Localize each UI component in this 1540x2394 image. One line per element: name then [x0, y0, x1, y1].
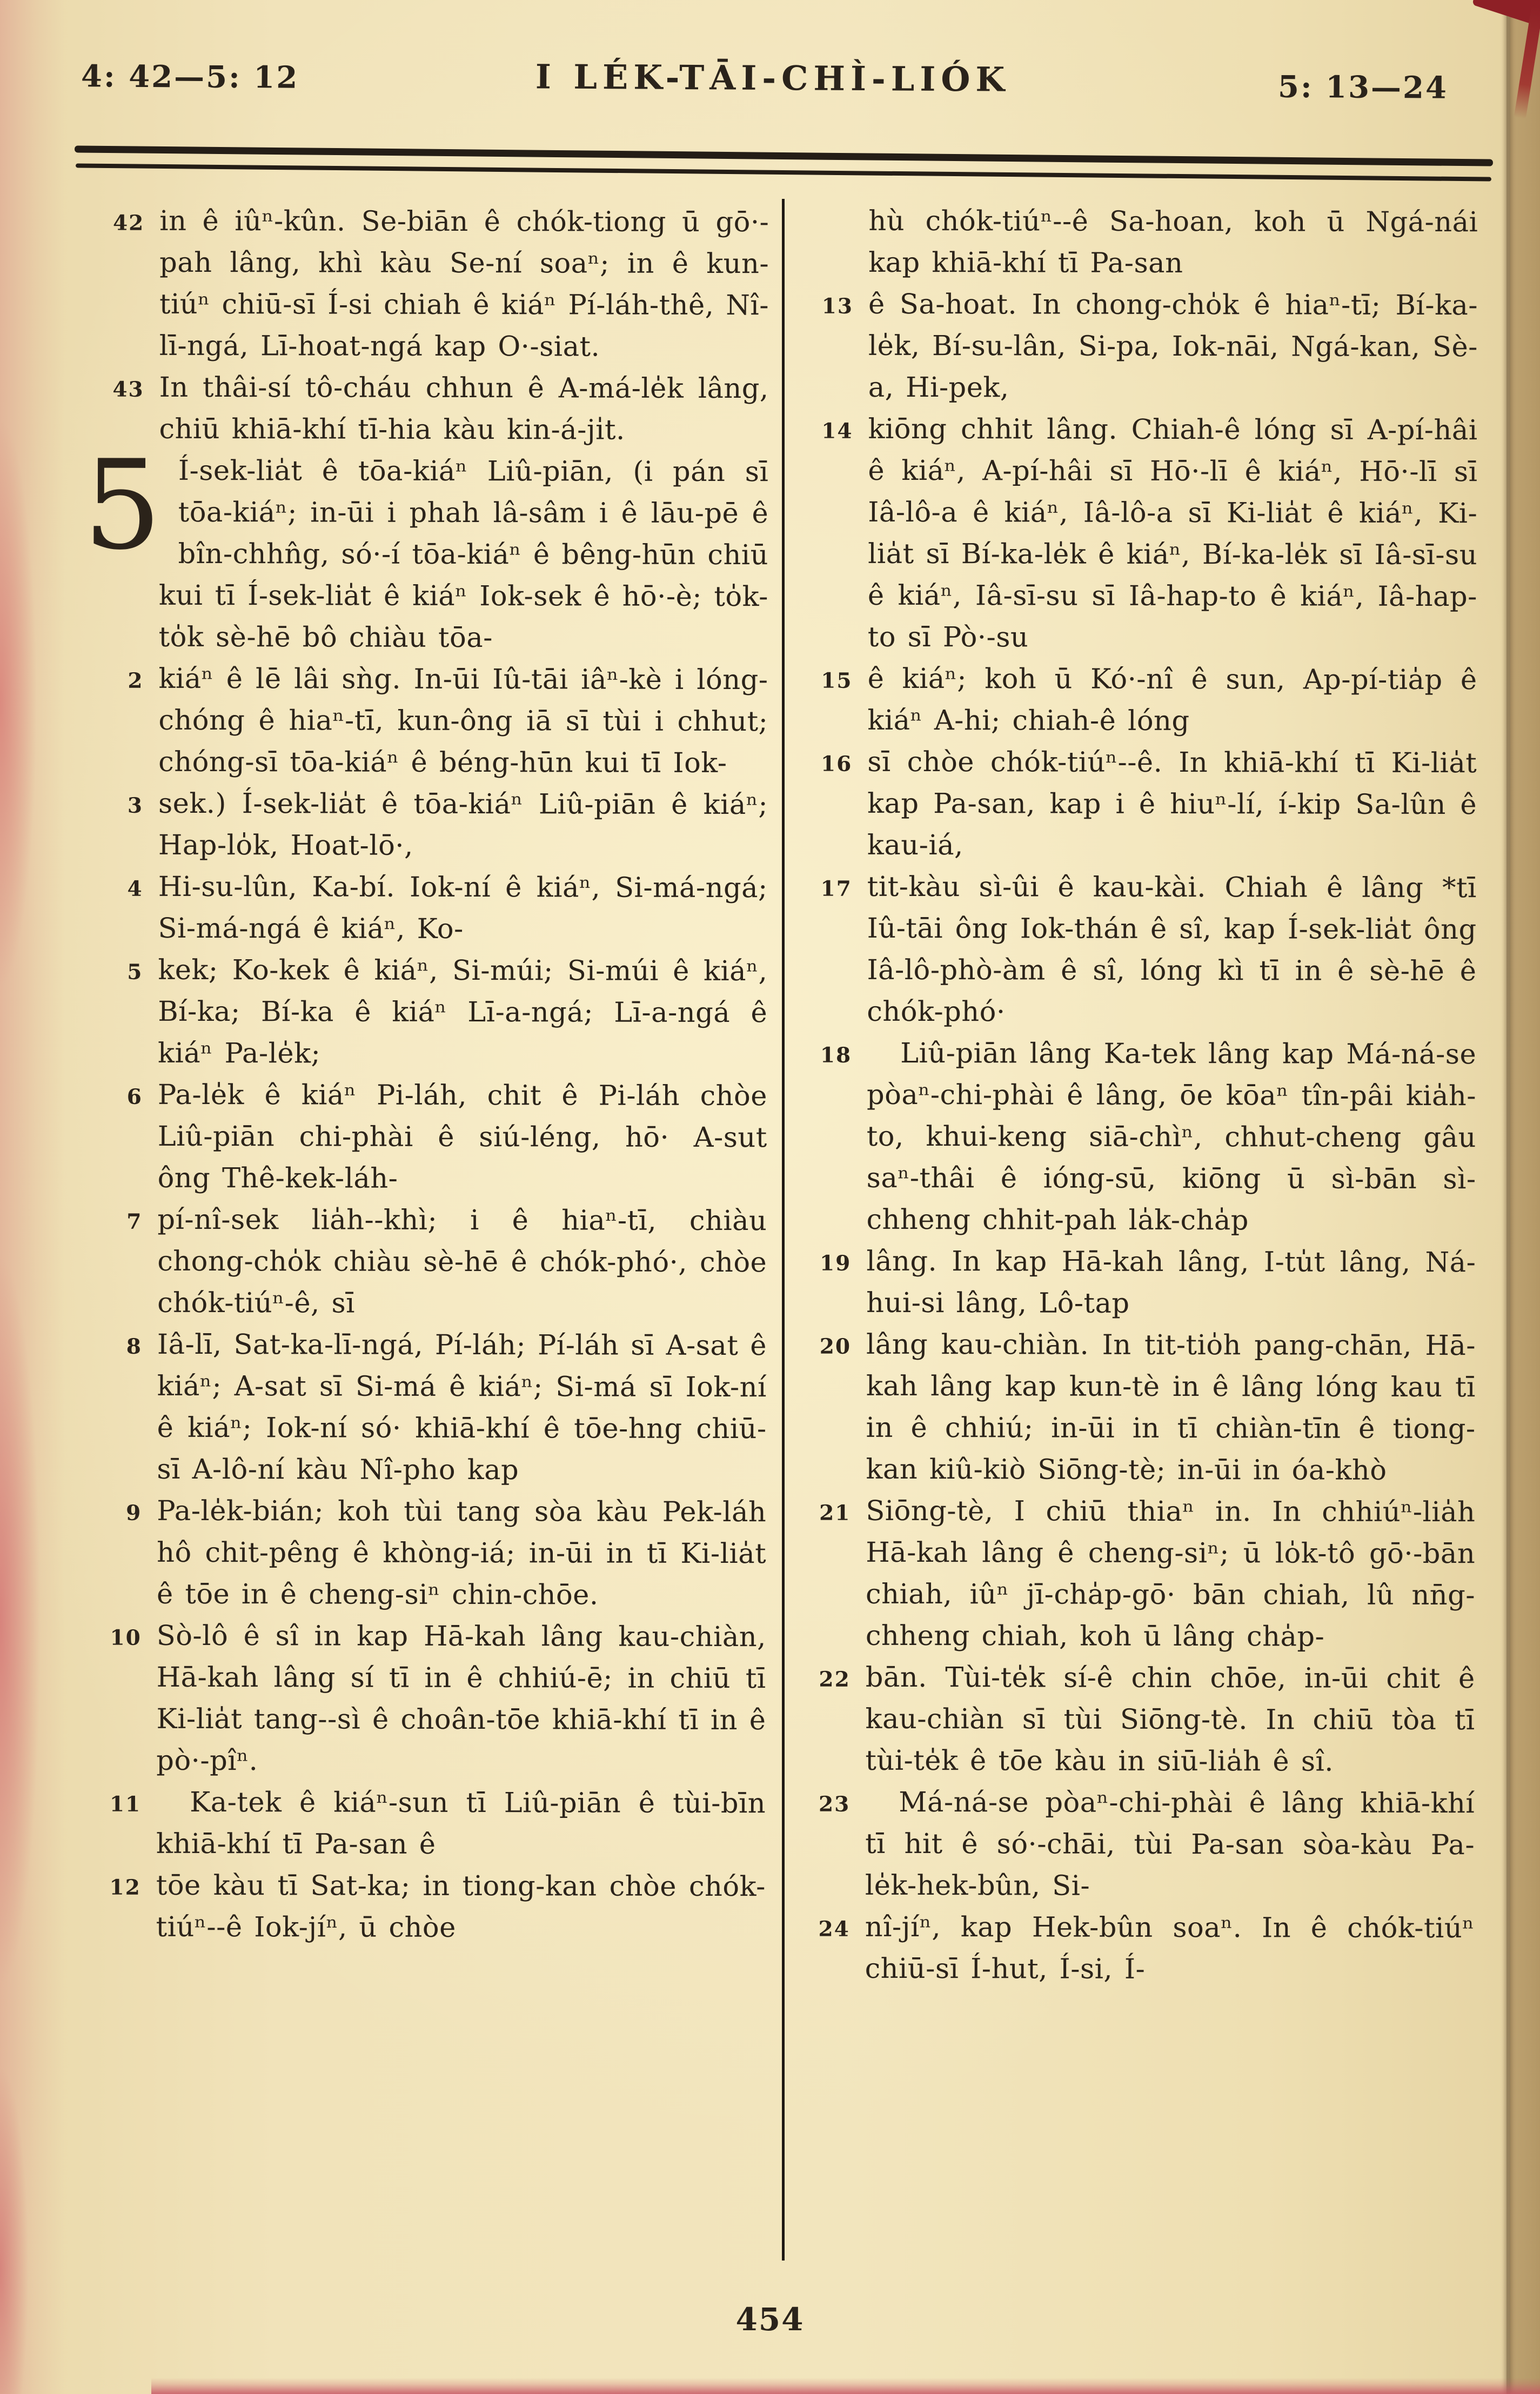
verse-text: Sò-lô ê sî in kap Hā-kah lâng kau-chiàn, Hā-kah lâng sí tī in ê chhiú-ē; in chiū tī Ki-lia̍t tang--sì ê choân-tōe khiā-khí tī in ê pò·-pîⁿ. [156, 1620, 766, 1777]
verse [127, 866, 768, 951]
verse-number: 17 [820, 876, 852, 901]
verse-text: Pa-le̍k ê kiáⁿ Pi-láh, chit ê Pi-láh chòe Liû-piān chi-phài ê siú-léng, hō· A-sut ông Thê-kek-láh- [157, 1079, 767, 1195]
verse-text: In thâi-sí tô-cháu chhun ê A-má-le̍k lâng, chiū khiā-khí tī-hia kàu kin-á-ji̍t. [159, 371, 769, 446]
verse-number: 24 [818, 1916, 850, 1942]
verse [128, 658, 768, 784]
verse-number: 16 [820, 751, 853, 777]
verse [110, 1615, 766, 1783]
verse-text: kek; Ko-kek ê kiáⁿ, Si-múi; Si-múi ê kiáⁿ, Bí-ka; Bí-ka ê kiáⁿ Lī-a-ngá; Lī-a-ngá ê kiáⁿ Pa-le̍k; [158, 954, 768, 1070]
verse-number: 15 [821, 668, 853, 693]
verse [819, 1657, 1475, 1783]
verse-number: 7 [126, 1209, 143, 1234]
header-rule-thin [76, 163, 1491, 181]
verse-number: 4 [127, 876, 143, 901]
verse-number: 3 [127, 793, 144, 818]
verse-text: ê Sa-hoat. In chong-cho̍k ê hiaⁿ-tī; Bí-ka-le̍k, Bí-su-lân, Si-pa, Iok-nāi, Ngá-kan, Sè-a, Hi-pek, [868, 288, 1478, 404]
verse-text: hù chók-tiúⁿ--ê Sa-hoan, koh ū Ngá-nái kap khiā-khí tī Pa-san [868, 205, 1478, 280]
verse-text: Hi-su-lûn, Ka-bí. Iok-ní ê kiáⁿ, Si-má-ngá; Si-má-ngá ê kiáⁿ, Ko- [158, 871, 768, 946]
column-divider-rule [782, 199, 785, 2261]
verse-text: Pa-le̍k-bián; koh tùi tang sòa kàu Pek-láh hô chit-pêng ê khòng-iá; in-ūi in tī Ki-lia̍t ê tōe in ê cheng-siⁿ chin-chōe. [156, 1495, 767, 1611]
verse-text: tit-kàu sì-ûi ê kau-kài. Chiah ê lâng *tī Iû-tāi ông Iok-thán ê sî, kap Í-sek-lia̍t ông Iâ-lô-phò-àm ê sî, lóng kì tī in ê sè-hē ê chók-phó· [867, 871, 1477, 1028]
verse-number: 23 [818, 1791, 851, 1817]
verse [109, 1782, 766, 1866]
verse-text: nî-jíⁿ, kap Hek-bûn soaⁿ. In ê chók-tiúⁿ chiū-sī Í-hut, Í-si, Í- [865, 1911, 1475, 1985]
header-rule-thick [75, 145, 1493, 166]
verse [127, 783, 768, 867]
verse-number: 12 [109, 1875, 141, 1900]
verse [112, 200, 769, 368]
verse-number: 10 [110, 1625, 142, 1650]
verse-text: Í-sek-lia̍t ê tōa-kiáⁿ Liû-piān, (i pán sī tōa-kiáⁿ; in-ūi i phah lâ-sâm i ê lāu-pē ê bîn-chhn̂g, só·-í tōa-kiáⁿ ê bêng-hūn chiū kui tī Í-sek-lia̍t ê kiáⁿ Iok-sek ê hō·-è; to̍k-to̍k sè-hē bô chiàu tōa- [158, 454, 769, 654]
page-edge-pink-tint-bottom [151, 2378, 1540, 2394]
verse-text: Liû-piān lâng Ka-tek lâng kap Má-ná-se pòaⁿ-chi-phài ê lâng, ōe kōaⁿ tîn-pâi kia̍h-to, khui-keng siā-chìⁿ, chhut-cheng gâu saⁿ-thâi ê ióng-sū, kiōng ū sì-bān sì-chheng chhit-pah la̍k-cha̍p [866, 1037, 1477, 1237]
verse-number: 22 [819, 1667, 851, 1692]
verse [112, 367, 769, 451]
verse-text: Iâ-lī, Sat-ka-lī-ngá, Pí-láh; Pí-láh sī A-sat ê kiáⁿ; A-sat sī Si-má ê kiáⁿ; Si-má sī Iok-ní ê kiáⁿ; Iok-ní só· khiā-khí ê tōe-hng chiū-sī A-lô-ní kàu Nî-pho kap [157, 1328, 767, 1487]
book-title: I LÉK-TĀI-CHÌ-LIÓK [535, 57, 1010, 99]
verse-text: pí-nî-sek lia̍h--khì; i ê hiaⁿ-tī, chiàu chong-cho̍k chiàu sè-hē ê chók-phó·, chòe chók-tiúⁿ-ê, sī [157, 1203, 767, 1320]
header-verse-range-right: 5: 13—24 [1277, 69, 1449, 106]
verse [821, 658, 1477, 743]
verse-number: 21 [819, 1500, 851, 1526]
verse-text: kiáⁿ ê lē lâi sǹg. In-ūi Iû-tāi iâⁿ-kè i lóng-chóng ê hiaⁿ-tī, kun-ông iā sī tùi i chhut; chóng-sī tōa-kiáⁿ ê béng-hūn kui tī Iok- [158, 663, 768, 780]
verse [820, 741, 1477, 867]
verse [127, 949, 768, 1075]
header-verse-range-left: 4: 42—5: 12 [81, 58, 299, 96]
verse [868, 200, 1478, 285]
verse [819, 1490, 1476, 1658]
verse [821, 284, 1478, 410]
verse-number: 5 [127, 959, 143, 985]
verse-text: Ka-tek ê kiáⁿ-sun tī Liû-piān ê tùi-bīn khiā-khí tī Pa-san ê [156, 1786, 766, 1861]
verse-number: 14 [821, 418, 853, 444]
verse [820, 866, 1477, 1034]
verse-text: lâng kau-chiàn. In tit-tio̍h pang-chān, Hā-kah lâng kap kun-tè in ê lâng lóng kau tī in ê chhiú; in-ūi in tī chiàn-tīn ê tiong-kan kiû-kiò Siōng-tè; in-ūi in óa-khò [866, 1328, 1476, 1487]
page-curl-gradient-right [1502, 0, 1540, 2394]
verse [126, 1490, 767, 1616]
verse-number: 13 [821, 293, 854, 319]
verse-text: ê kiáⁿ; koh ū Kó·-nî ê sun, Ap-pí-tia̍p ê kiáⁿ A-hi; chiah-ê lóng [867, 663, 1477, 738]
verse [126, 1324, 767, 1492]
page-number: 454 [735, 2301, 805, 2338]
verse-number: 19 [820, 1251, 852, 1276]
verse-text: in ê iûⁿ-kûn. Se-biān ê chók-tiong ū gō·-pah lâng, khì kàu Se-ní soaⁿ; in ê kun-tiúⁿ chiū-sī Í-si chiah ê kiáⁿ Pí-láh-thê, Nî-lī-ngá, Lī-hoat-ngá kap O·-siat. [159, 205, 769, 363]
running-header [81, 54, 1465, 111]
verse [818, 1782, 1475, 1908]
verse-text: bān. Tùi-te̍k sí-ê chin chōe, in-ūi chit ê kau-chiàn sī tùi Siōng-tè. In chiū tòa tī tùi-te̍k ê tōe kàu in siū-lia̍h ê sî. [865, 1661, 1475, 1778]
page-edge-pink-tint-left [0, 0, 65, 2394]
verse-number: 8 [126, 1334, 142, 1359]
verse-number: 43 [112, 377, 144, 402]
verse [820, 1241, 1476, 1325]
verse [126, 1074, 767, 1200]
verse [819, 1324, 1476, 1492]
verse-number: 20 [819, 1334, 852, 1359]
verse-text: tōe kàu tī Sat-ka; in tiong-kan chòe chók-tiúⁿ--ê Iok-jíⁿ, ū chòe [156, 1869, 766, 1944]
verse-text: kiōng chhit lâng. Chiah-ê lóng sī A-pí-hâi ê kiáⁿ, A-pí-hâi sī Hō·-lī ê kiáⁿ, Hō·-lī sī Iâ-lô-a ê kiáⁿ, Iâ-lô-a sī Ki-lia̍t ê kiáⁿ, Ki-lia̍t sī Bí-ka-le̍k ê kiáⁿ, Bí-ka-le̍k sī Iâ-sī-su ê kiáⁿ, Iâ-sī-su sī Iâ-hap-to ê kiáⁿ, Iâ-hap-to sī Pò·-su [867, 413, 1478, 654]
verse-number: 2 [128, 668, 144, 693]
verse [126, 1199, 767, 1325]
verse [109, 1865, 766, 1949]
verse-text: sek.) Í-sek-lia̍t ê tōa-kiáⁿ Liû-piān ê kiáⁿ; Hap-lo̍k, Hoat-lō·, [158, 787, 768, 862]
verse-text: Siōng-tè, I chiū thiaⁿ in. In chhiúⁿ-lia̍h Hā-kah lâng ê cheng-siⁿ; ū lo̍k-tô gō·-bān chiah, iûⁿ jī-cha̍p-gō· bān chiah, lû nn̄g-chheng chiah, koh ū lâng cha̍p- [865, 1495, 1476, 1653]
verse-text: Má-ná-se pòaⁿ-chi-phài ê lâng khiā-khí tī hit ê só·-chāi, tùi Pa-san sòa-kàu Pa-le̍k-hek-bûn, Si- [865, 1786, 1475, 1902]
chapter-number: 5 [83, 433, 163, 577]
left-text-column [83, 200, 769, 1949]
verse-number: 6 [126, 1084, 143, 1109]
verse-text: sī chòe chók-tiúⁿ--ê. In khiā-khí tī Ki-lia̍t kap Pa-san, kap i ê hiuⁿ-lí, í-kip Sa-lûn ê kau-iá, [867, 746, 1477, 862]
verse [83, 433, 769, 659]
right-text-column [818, 200, 1478, 1991]
verse-number: 9 [126, 1500, 142, 1526]
verse [818, 1907, 1475, 1991]
verse-number: 42 [112, 210, 145, 236]
verse-number: 18 [820, 1042, 852, 1068]
verse-number: 11 [109, 1791, 142, 1817]
verse [821, 409, 1478, 659]
verse [820, 1033, 1477, 1242]
verse-text: lâng. In kap Hā-kah lâng, I-tu̍t lâng, Ná-hui-si lâng, Lô-tap [866, 1245, 1476, 1320]
